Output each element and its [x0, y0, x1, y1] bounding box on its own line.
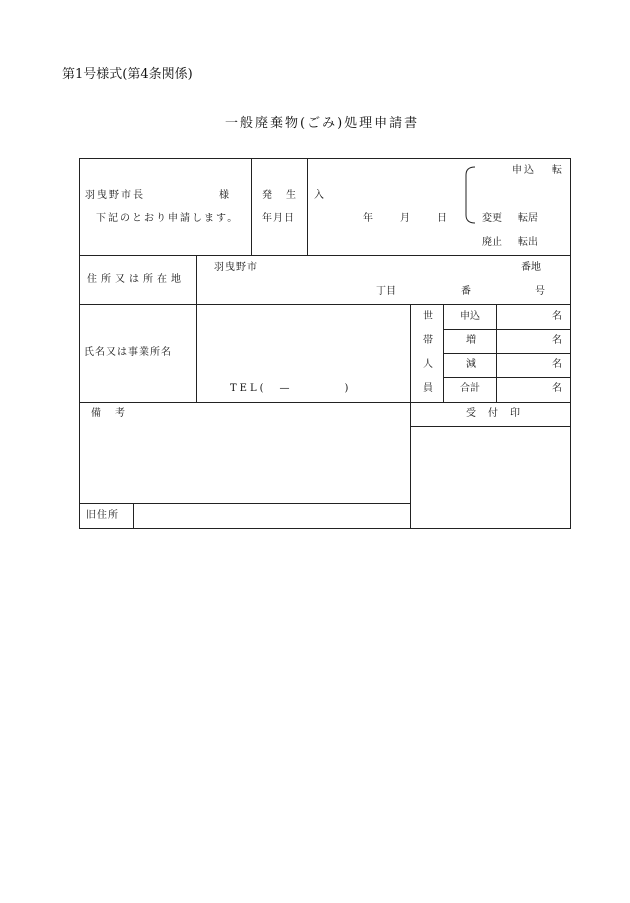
household-row-decrease-label: 減 [466, 359, 476, 370]
name-label: 氏名又は事業所名 [84, 347, 172, 358]
address-city: 羽曳野市 [214, 262, 258, 273]
option-move: 転 [552, 165, 562, 176]
former-address-label: 旧住所 [86, 510, 119, 521]
month-label: 月 [400, 213, 410, 224]
option-bracket [462, 166, 476, 224]
move-in-label: 入 [314, 190, 324, 201]
occurrence-label-top: 発 生 [262, 190, 298, 201]
household-char-4: 員 [423, 383, 433, 394]
option-move-out: 転出 [518, 237, 538, 248]
option-change: 変更 [482, 213, 502, 224]
household-row-total-unit: 名 [552, 383, 562, 394]
option-relocate: 転居 [518, 213, 538, 224]
day-label: 日 [437, 213, 447, 224]
reception-stamp-label: 受 付 印 [466, 408, 521, 419]
household-char-1: 世 [423, 311, 433, 322]
address-chome: 丁目 [376, 286, 396, 297]
address-go: 号 [535, 286, 545, 297]
household-char-3: 人 [423, 359, 433, 370]
option-apply: 申込 [512, 165, 536, 176]
household-row-total-label: 合計 [460, 383, 480, 394]
option-abolish: 廃止 [482, 237, 502, 248]
addressee-honorific: 様 [219, 190, 229, 201]
form-number: 第1号様式(第4条関係) [62, 67, 193, 82]
household-row-apply-label: 申込 [460, 311, 480, 322]
address-label: 住所又は所在地 [87, 274, 185, 285]
telephone-field: TEL( — ) [230, 383, 352, 394]
address-banchi: 番地 [521, 262, 541, 273]
address-ban: 番 [461, 286, 471, 297]
page-title: 一般廃棄物(ごみ)処理申請書 [225, 116, 420, 131]
addressee-mayor: 羽曳野市長 [85, 190, 145, 201]
household-row-increase-unit: 名 [552, 335, 562, 346]
occurrence-label-bottom: 年月日 [262, 213, 295, 224]
year-label: 年 [363, 213, 373, 224]
household-row-apply-unit: 名 [552, 311, 562, 322]
application-statement: 下記のとおり申請します。 [96, 213, 240, 224]
remarks-label: 備 考 [91, 408, 127, 419]
household-row-decrease-unit: 名 [552, 359, 562, 370]
household-row-increase-label: 増 [466, 335, 476, 346]
household-char-2: 帯 [423, 335, 433, 346]
